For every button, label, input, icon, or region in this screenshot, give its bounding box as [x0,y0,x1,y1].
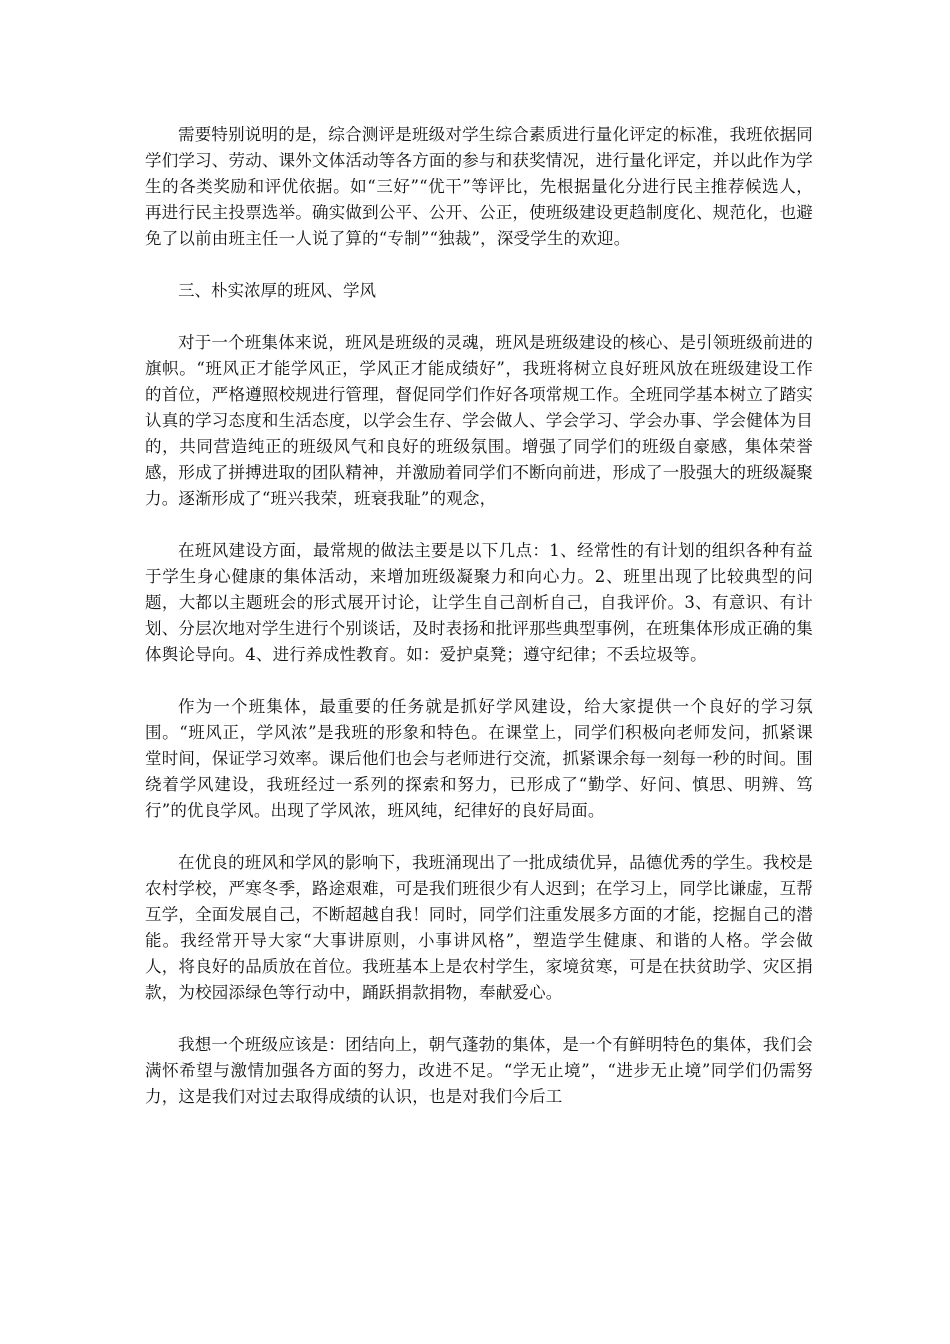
paragraph-evaluation: 需要特别说明的是，综合测评是班级对学生综合素质进行量化评定的标准，我班依据同学们学习、劳动、课外文体活动等各方面的参与和获奖情况，进行量化评定，并以此作为学生的各类奖励和评优依据。如“三好”“优干”等评比，先根据量化分进行民主推荐候选人，再进行民主投票选举。确实做到公平、公开、公正，使班级建设更趋制度化、规范化，也避免了以前由班主任一人说了算的“专制”“独裁”，深受学生的欢迎。 [145,125,813,248]
section-heading: 三、朴实浓厚的班风、学风 [178,281,376,300]
document-page [145,122,813,1110]
paragraph-influence: 在优良的班风和学风的影响下，我班涌现出了一批成绩优异，品德优秀的学生。我校是农村学校，严寒冬季，路途艰难，可是我们班很少有人迟到；在学习上，同学比谦虚，互帮互学，全面发展自己，不断超越自我！同时，同学们注重发展多方面的才能，挖掘自己的潜能。我经常开导大家“大事讲原则，小事讲风格”，塑造学生健康、和谐的人格。学会做人，将良好的品质放在首位。我班基本上是农村学生，家境贫寒，可是在扶贫助学、灾区捐款，为校园添绿色等行动中，踊跃捐款捐物，奉献爱心。 [145,853,813,1002]
paragraph-gap [145,668,813,694]
paragraph-gap [145,252,813,278]
paragraph-class-spirit: 对于一个班集体来说，班风是班级的灵魂，班风是班级建设的核心、是引领班级前进的旗帜。“班风正才能学风正，学风正才能成绩好”，我班将树立良好班风放在班级建设工作的首位，严格遵照校规进行管理，督促同学们作好各项常规工作。全班同学基本树立了踏实认真的学习态度和生活态度，以学会生存、学会做人、学会学习、学会办事、学会健体为目的，共同营造纯正的班级风气和良好的班级氛围。增强了同学们的班级自豪感，集体荣誉感，形成了拼搏进取的团队精神，并激励着同学们不断向前进，形成了一股强大的班级凝聚力。逐渐形成了“班兴我荣，班衰我耻”的观念， [145,333,813,508]
paragraph-gap [145,512,813,538]
paragraph-gap [145,824,813,850]
paragraph-practices: 在班风建设方面，最常规的做法主要是以下几点：1、经常性的有计划的组织各种有益于学生身心健康的集体活动，来增加班级凝聚力和向心力。2、班里出现了比较典型的问题，大都以主题班会的形式展开讨论，让学生自己剖析自己，自我评价。3、有意识、有计划、分层次地对学生进行个别谈话，及时表扬和批评那些典型事例，在班集体形成正确的集体舆论导向。4、进行养成性教育。如：爱护桌凳；遵守纪律；不丢垃圾等。 [145,541,813,664]
paragraph-gap [145,1006,813,1032]
paragraph-conclusion: 我想一个班级应该是：团结向上，朝气蓬勃的集体，是一个有鲜明特色的集体，我们会满怀希望与激情加强各方面的努力，改进不足。“学无止境”，“进步无止境”同学们仍需努力，这是我们对过去取得成绩的认识，也是对我们今后工 [145,1035,813,1106]
paragraph-study-style: 作为一个班集体，最重要的任务就是抓好学风建设，给大家提供一个良好的学习氛围。“班风正，学风浓”是我班的形象和特色。在课堂上，同学们积极向老师发问，抓紧课堂时间，保证学习效率。课后他们也会与老师进行交流，抓紧课余每一刻每一秒的时间。围绕着学风建设，我班经过一系列的探索和努力，已形成了“勤学、好问、慎思、明辨、笃行”的优良学风。出现了学风浓，班风纯，纪律好的良好局面。 [145,697,813,820]
paragraph-gap [145,304,813,330]
